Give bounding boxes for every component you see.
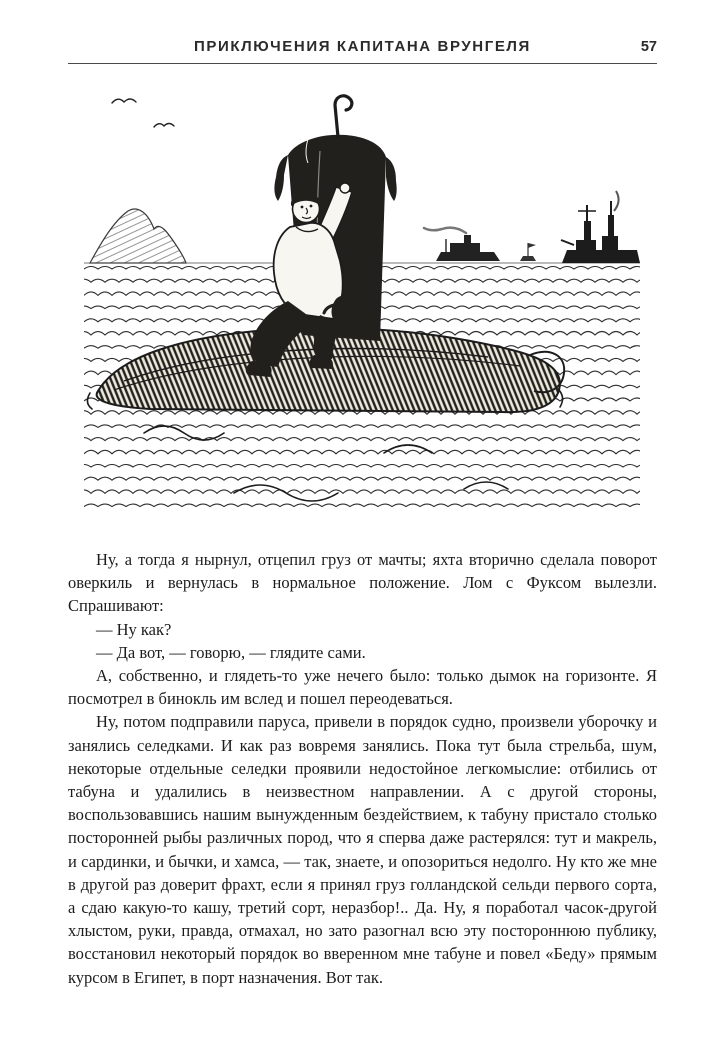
illustration-svg	[84, 93, 640, 523]
paragraph: Ну, потом подправили паруса, привели в порядок судно, произвели уборочку и занялись селедками. И как раз вовремя занялись. Пока тут была стрельба, шум, некоторые отдельные селедки проявили недостойное легкомыслие: отбились от табуна и удалились в неизвестном направлении. А с другой стороны, воспользовавшись нашим вынужденным бездействием, к табуну пристало столько посторонней рыбы различных пород, что я сперва даже растерялся: тут и макрель, и сардинки, и бычки, и хамса, — так, знаете, и опозориться недолго. Ну кто же мне в другой раз доверит фрахт, если я принял груз голландской сельди первого сорта, а сдаю какую-то кашу, третий сорт, неразбор!.. Да. Ну, я поработал часок-другой хлыстом, руки, правда, отмахал, но зато разогнал всю эту постороннюю публику, восстановил некоторый порядок во вверенном мне табуне и повел «Беду» прямым курсом в Египет, в порт назначения. Вот так.	[68, 712, 657, 987]
birds-icon	[112, 99, 174, 127]
steamship	[424, 228, 500, 261]
paragraph: — Да вот, — говорю, — глядите сами.	[96, 642, 366, 662]
small-boat	[520, 243, 536, 261]
page-header	[68, 38, 657, 64]
illustration	[0, 93, 723, 523]
header-rule	[68, 63, 657, 64]
paragraph: А, собственно, и глядеть-то уже нечего было: только дымок на горизонте. Я посмотрел в бинокль им вслед и пошел переодеваться.	[68, 666, 657, 709]
mountain	[90, 209, 186, 263]
running-title: ПРИКЛЮЧЕНИЯ КАПИТАНА ВРУНГЕЛЯ	[194, 38, 531, 55]
body-text	[68, 548, 657, 989]
boat-hook-icon	[335, 96, 352, 137]
warship	[561, 191, 640, 263]
paragraph: — Ну как?	[96, 619, 172, 639]
paragraph: Ну, а тогда я нырнул, отцепил груз от мачты; яхта вторично сделала поворот оверкиль и вернулась в нормальное положение. Лом с Фуксом вылезли. Спрашивают:	[68, 550, 657, 616]
page-number: 57	[640, 39, 657, 55]
